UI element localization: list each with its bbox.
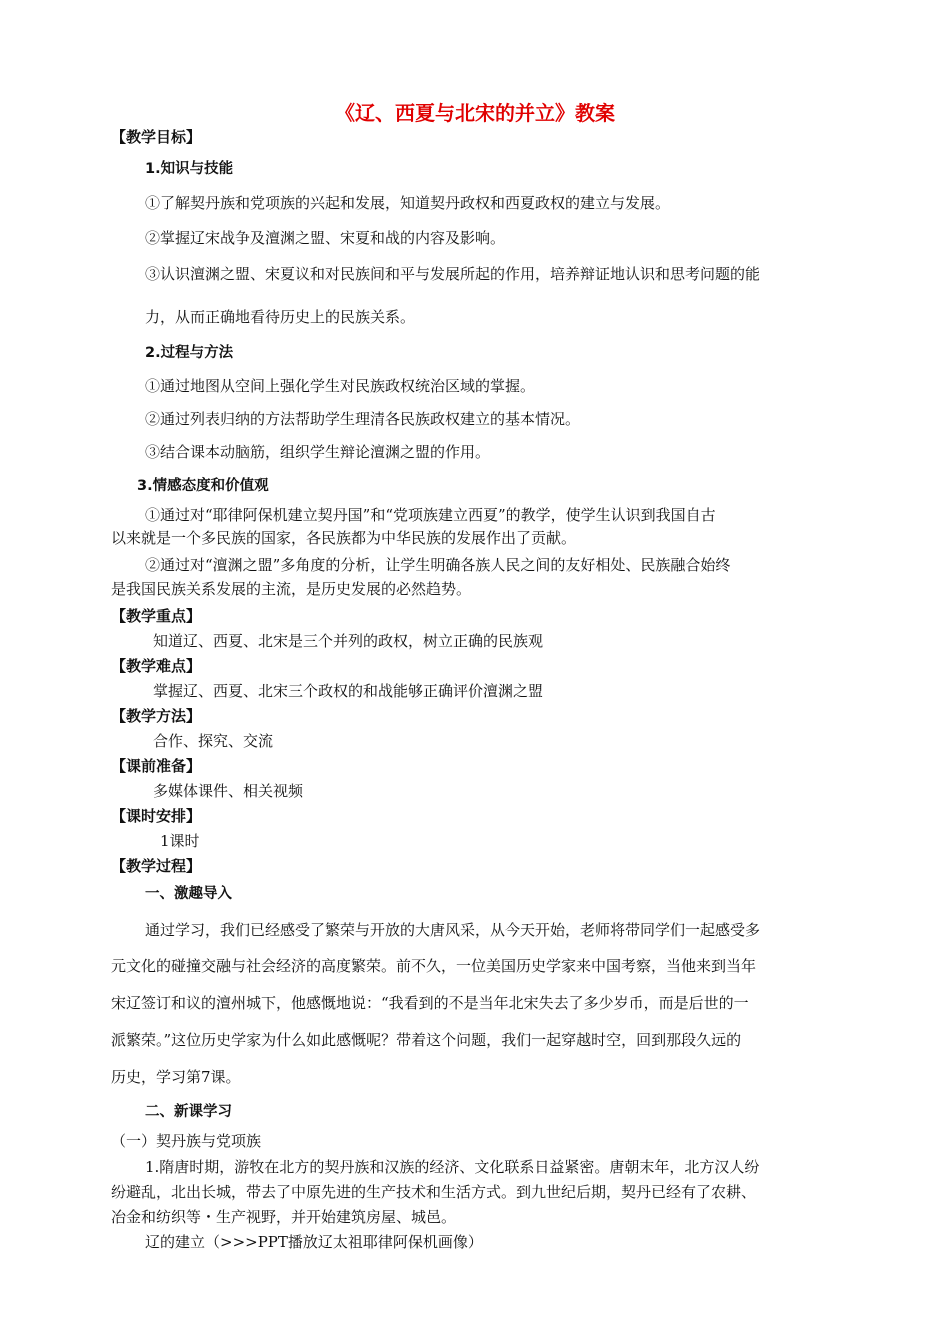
goal-attitude-line: 以来就是一个多民族的国家，各民族都为中华民族的发展作出了贡献。 [111,529,577,547]
section-methods-heading: 【教学方法】 [111,707,202,725]
section-goals-heading: 【教学目标】 [111,128,202,146]
methods-text: 合作、探究、交流 [153,732,274,750]
goal-attitude-heading: 3.情感态度和价值观 [137,478,269,494]
section-difficulties-heading: 【教学难点】 [111,657,202,675]
schedule-text: 1课时 [160,832,200,850]
intro-paragraph-line: 元文化的碰撞交融与社会经济的高度繁荣。前不久，一位美国历史学家来中国考察，当他来到当年 [111,957,757,975]
goal-knowledge-item: ②掌握辽宋战争及澶渊之盟、宋夏和战的内容及影响。 [145,229,506,247]
intro-paragraph-line: 历史，学习第7课。 [111,1068,241,1086]
goal-process-item: ②通过列表归纳的方法帮助学生理清各民族政权建立的基本情况。 [145,410,581,428]
section-preparation-heading: 【课前准备】 [111,757,202,775]
section-schedule-heading: 【课时安排】 [111,807,202,825]
new-lesson-paragraph-line: 1.隋唐时期，游牧在北方的契丹族和汉族的经济、文化联系日益紧密。唐朝末年，北方汉人纷 [145,1158,760,1176]
goal-knowledge-item: 力，从而正确地看待历史上的民族关系。 [145,308,416,326]
intro-heading: 一、激趣导入 [145,886,232,902]
goal-attitude-line: ②通过对“澶渊之盟”多角度的分析，让学生明确各族人民之间的友好相处、民族融合始终 [145,556,731,574]
goal-process-item: ③结合课本动脑筋，组织学生辩论澶渊之盟的作用。 [145,443,491,461]
goal-process-item: ①通过地图从空间上强化学生对民族政权统治区域的掌握。 [145,377,536,395]
intro-paragraph-line: 通过学习，我们已经感受了繁荣与开放的大唐风采，从今天开始，老师将带同学们一起感受多 [145,921,761,939]
page-title: 《辽、西夏与北宋的并立》教案 [335,101,615,125]
goal-knowledge-heading: 1.知识与技能 [145,161,234,177]
preparation-text: 多媒体课件、相关视频 [153,782,304,800]
section-process-heading: 【教学过程】 [111,857,202,875]
difficulties-text: 掌握辽、西夏、北宋三个政权的和战能够正确评价澶渊之盟 [153,682,544,700]
goal-knowledge-item: ①了解契丹族和党项族的兴起和发展，知道契丹政权和西夏政权的建立与发展。 [145,194,671,212]
new-lesson-subheading: （一）契丹族与党项族 [111,1132,262,1150]
intro-paragraph-line: 宋辽签订和议的澶州城下，他感慨地说：“我看到的不是当年北宋失去了多少岁币，而是后世的一 [111,994,749,1012]
goal-attitude-line: 是我国民族关系发展的主流，是历史发展的必然趋势。 [111,580,472,598]
goal-process-heading: 2.过程与方法 [145,345,234,361]
key-points-text: 知道辽、西夏、北宋是三个并列的政权，树立正确的民族观 [153,632,544,650]
new-lesson-paragraph-line: 辽的建立（>>>PPT播放辽太祖耶律阿保机画像） [145,1233,483,1251]
new-lesson-paragraph-line: 纷避乱，北出长城，带去了中原先进的生产技术和生活方式。到九世纪后期，契丹已经有了农耕、 [111,1183,757,1201]
new-lesson-heading: 二、新课学习 [145,1104,232,1120]
new-lesson-paragraph-line: 冶金和纺织等・生产视野，并开始建筑房屋、城邑。 [111,1208,457,1226]
intro-paragraph-line: 派繁荣。”这位历史学家为什么如此感慨呢？带着这个问题，我们一起穿越时空，回到那段久远的 [111,1031,742,1049]
section-key-points-heading: 【教学重点】 [111,607,202,625]
goal-attitude-line: ①通过对“耶律阿保机建立契丹国”和“党项族建立西夏”的教学，使学生认识到我国自古 [145,506,716,524]
goal-knowledge-item: ③认识澶渊之盟、宋夏议和对民族间和平与发展所起的作用，培养辩证地认识和思考问题的能 [145,265,761,283]
